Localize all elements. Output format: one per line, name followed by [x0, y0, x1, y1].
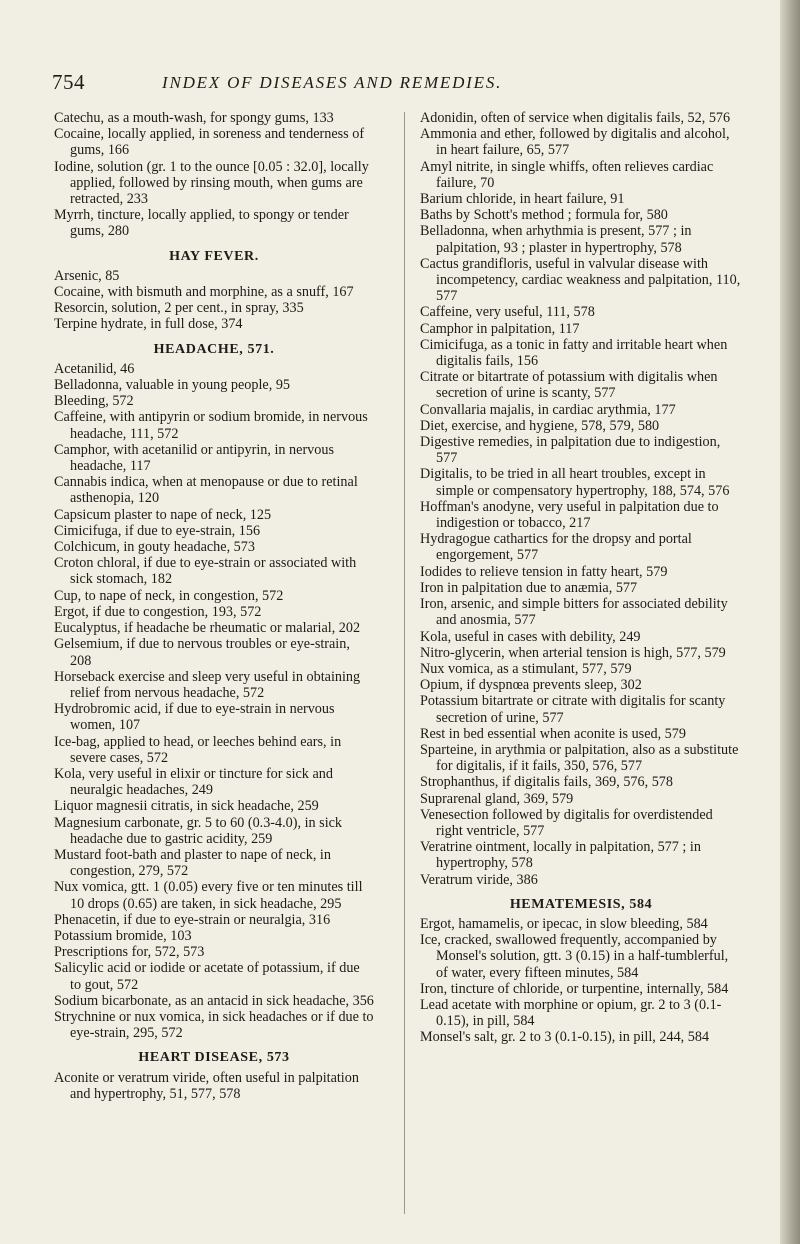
- page-header: [52, 70, 752, 98]
- index-entry: Barium chloride, in heart failure, 91: [420, 191, 625, 208]
- index-entry: Hoffman's anodyne, very useful in palpitation due to indigestion or tobacco, 217: [420, 498, 719, 532]
- index-entry: Magnesium carbonate, gr. 5 to 60 (0.3-4.0), in sick headache due to gastric acidity, 259: [54, 814, 343, 847]
- index-entry: Iodides to relieve tension in fatty heart, 579: [420, 563, 668, 580]
- index-entry: Kola, useful in cases with debility, 249: [420, 628, 641, 645]
- index-entry: Ammonia and ether, followed by digitalis and alcohol, in heart failure, 65, 577: [420, 126, 730, 159]
- index-entry: Amyl nitrite, in single whiffs, often relieves cardiac failure, 70: [420, 158, 714, 191]
- index-entry: Gelsemium, if due to nervous troubles or eye-strain, 208: [54, 636, 350, 669]
- index-entry: Nux vomica, as a stimulant, 577, 579: [420, 660, 632, 677]
- index-entry: Baths by Schott's method ; formula for, 580: [420, 207, 668, 224]
- section-heading: HAY FEVER.: [169, 248, 259, 264]
- index-entry: Resorcin, solution, 2 per cent., in spray, 335: [54, 300, 304, 317]
- section-heading: HEMATEMESIS, 584: [509, 896, 653, 912]
- running-head: INDEX OF DISEASES AND REMEDIES.: [162, 73, 503, 92]
- index-entry: Belladonna, when arhythmia is present, 577 ; in palpitation, 93 ; plaster in hypertrophy, 578: [420, 223, 692, 256]
- index-entry: Cannabis indica, when at menopause or due to retinal asthenopia, 120: [54, 474, 358, 507]
- index-entry: Mustard foot-bath and plaster to nape of neck, in congestion, 279, 572: [54, 846, 331, 880]
- index-entry: Eucalyptus, if headache be rheumatic or malarial, 202: [54, 620, 361, 637]
- index-entry: Cocaine, locally applied, in soreness and tenderness of gums, 166: [54, 126, 365, 159]
- index-entry: Camphor in palpitation, 117: [420, 320, 580, 337]
- index-entry: Capsicum plaster to nape of neck, 125: [54, 506, 272, 523]
- index-entry: Rest in bed essential when aconite is used, 579: [420, 725, 686, 742]
- index-entry: Monsel's salt, gr. 2 to 3 (0.1-0.15), in pill, 244, 584: [420, 1029, 710, 1046]
- index-column-left: [54, 110, 374, 1102]
- index-entry: Cimicifuga, as a tonic in fatty and irritable heart when digitalis fails, 156: [420, 336, 728, 370]
- column-divider: [404, 112, 405, 1214]
- index-entry: Belladonna, valuable in young people, 95: [54, 377, 291, 394]
- index-entry: Liquor magnesii citratis, in sick headache, 259: [54, 798, 319, 815]
- index-entry: Potassium bitartrate or citrate with digitalis for scanty secretion of urine, 577: [420, 693, 726, 726]
- index-entry: Veratrum viride, 386: [420, 871, 538, 888]
- index-entry: Ergot, hamamelis, or ipecac, in slow bleeding, 584: [420, 915, 708, 932]
- book-spine-shadow: [780, 0, 800, 1244]
- index-entry: Strychnine or nux vomica, in sick headaches or if due to eye-strain, 295, 572: [54, 1008, 374, 1042]
- index-entry: Diet, exercise, and hygiene, 578, 579, 580: [420, 417, 660, 434]
- index-entry: Digestive remedies, in palpitation due to indigestion, 577: [420, 434, 721, 467]
- index-entry: Digitalis, to be tried in all heart troubles, except in simple or compensatory hypertrophy, 188, 574, 576: [420, 466, 730, 499]
- index-entry: Catechu, as a mouth-wash, for spongy gums, 133: [54, 110, 334, 126]
- section-heading: HEADACHE, 571.: [153, 341, 275, 357]
- index-entry: Adonidin, often of service when digitalis fails, 52, 576: [420, 110, 731, 126]
- index-entry: Nux vomica, gtt. 1 (0.05) every five or ten minutes till 10 drops (0.65) are taken, in sick headache, 295: [54, 879, 363, 912]
- index-entry: Venesection followed by digitalis for overdistended right ventricle, 577: [420, 806, 713, 839]
- index-entry: Ice-bag, applied to head, or leeches behind ears, in severe cases, 572: [54, 733, 342, 766]
- index-entry: Myrrh, tincture, locally applied, to spongy or tender gums, 280: [54, 207, 349, 240]
- index-entry: Colchicum, in gouty headache, 573: [54, 539, 255, 556]
- index-entry: Croton chloral, if due to eye-strain or associated with sick stomach, 182: [54, 555, 357, 588]
- index-entry: Hydrobromic acid, if due to eye-strain in nervous women, 107: [54, 701, 335, 734]
- index-entry: Sparteine, in arythmia or palpitation, also as a substitute for digitalis, if it fails, 350, 576, 577: [420, 741, 739, 775]
- index-entry: Phenacetin, if due to eye-strain or neuralgia, 316: [54, 911, 331, 928]
- index-column-right: [420, 110, 742, 1046]
- index-entry: Cimicifuga, if due to eye-strain, 156: [54, 522, 261, 539]
- index-entry: Lead acetate with morphine or opium, gr. 2 to 3 (0.1-0.15), in pill, 584: [420, 996, 722, 1030]
- index-entry: Prescriptions for, 572, 573: [54, 944, 205, 961]
- index-entry: Citrate or bitartrate of potassium with digitalis when secretion of urine is scanty, 577: [420, 369, 718, 402]
- index-entry: Convallaria majalis, in cardiac arythmia, 177: [420, 401, 676, 418]
- index-entry: Potassium bromide, 103: [54, 927, 192, 944]
- index-entry: Caffeine, very useful, 111, 578: [420, 304, 595, 321]
- index-entry: Iron, arsenic, and simple bitters for associated debility and anosmia, 577: [420, 596, 728, 629]
- index-entry: Cactus grandifloris, useful in valvular disease with incompetency, cardiac weakness and palpitation, 110, 577: [420, 255, 741, 305]
- index-entry: Horseback exercise and sleep very useful in obtaining relief from nervous headache, 572: [54, 668, 361, 701]
- index-entry: Ergot, if due to congestion, 193, 572: [54, 603, 262, 620]
- index-entry: Iron, tincture of chloride, or turpentine, internally, 584: [420, 980, 729, 997]
- index-entry: Sodium bicarbonate, as an antacid in sick headache, 356: [54, 992, 374, 1009]
- index-entry: Ice, cracked, swallowed frequently, accompanied by Monsel's solution, gtt. 3 (0.15) in a half-tumblerful, of water, every fifteen minutes, 584: [420, 932, 729, 981]
- index-entry: Bleeding, 572: [54, 393, 134, 410]
- index-entry: Cup, to nape of neck, in congestion, 572: [54, 587, 284, 604]
- index-entry: Caffeine, with antipyrin or sodium bromide, in nervous headache, 111, 572: [54, 409, 368, 442]
- index-entry: Suprarenal gland, 369, 579: [420, 790, 574, 807]
- index-entry: Cocaine, with bismuth and morphine, as a snuff, 167: [54, 284, 354, 301]
- index-entry: Iodine, solution (gr. 1 to the ounce [0.05 : 32.0], locally applied, followed by rinsing mouth, when gums are retracted, 233: [54, 158, 369, 208]
- index-entry: Hydragogue cathartics for the dropsy and portal engorgement, 577: [420, 531, 692, 564]
- section-heading: HEART DISEASE, 573: [138, 1050, 290, 1066]
- index-entry: Arsenic, 85: [54, 267, 120, 284]
- index-entry: Opium, if dyspnœa prevents sleep, 302: [420, 677, 642, 694]
- index-entry: Iron in palpitation due to anæmia, 577: [420, 579, 638, 596]
- index-entry: Veratrine ointment, locally in palpitation, 577 ; in hypertrophy, 578: [420, 839, 701, 872]
- index-entry: Aconite or veratrum viride, often useful in palpitation and hypertrophy, 51, 577, 578: [54, 1069, 359, 1102]
- index-entry: Salicylic acid or iodide or acetate of potassium, if due to gout, 572: [54, 960, 360, 993]
- index-entry: Acetanilid, 46: [54, 360, 135, 377]
- page-number: 754: [52, 70, 85, 94]
- index-entry: Terpine hydrate, in full dose, 374: [54, 316, 243, 333]
- index-entry: Nitro-glycerin, when arterial tension is high, 577, 579: [420, 644, 726, 661]
- index-entry: Camphor, with acetanilid or antipyrin, in nervous headache, 117: [54, 441, 334, 475]
- index-entry: Strophanthus, if digitalis fails, 369, 576, 578: [420, 774, 673, 791]
- index-entry: Kola, very useful in elixir or tincture for sick and neuralgic headaches, 249: [54, 765, 333, 799]
